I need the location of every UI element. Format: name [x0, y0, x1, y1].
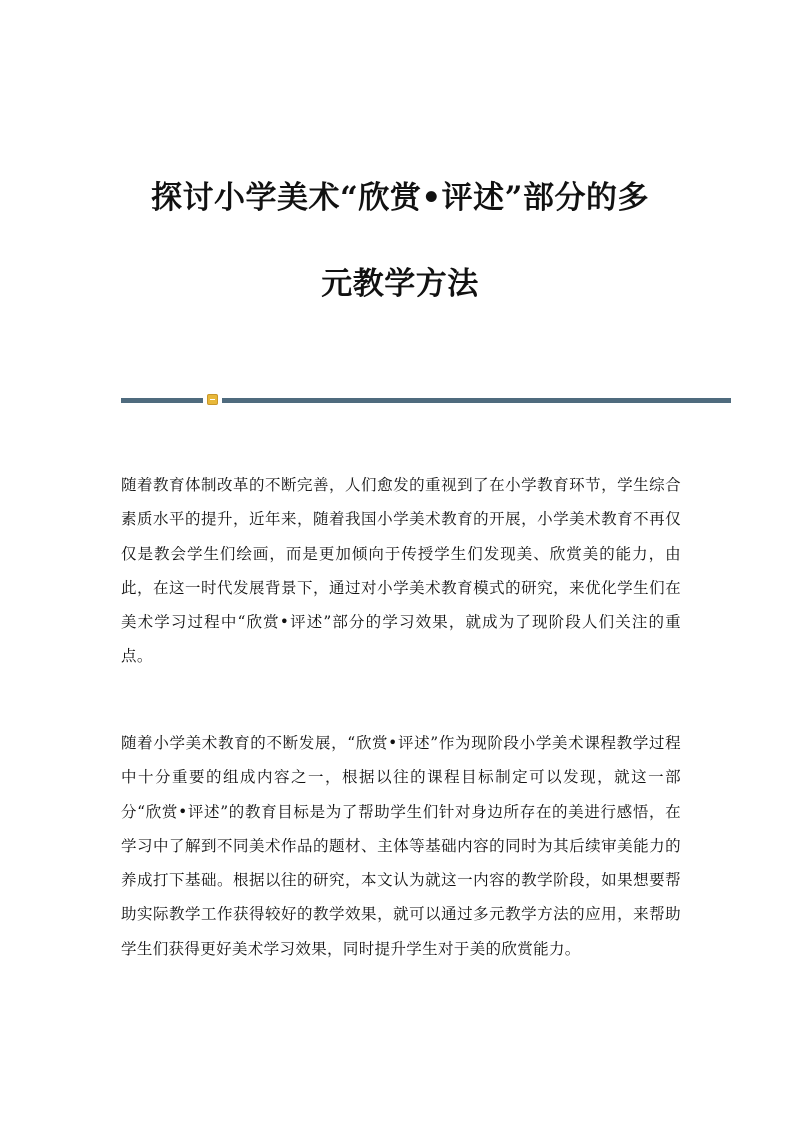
body-paragraph-1: 随着教育体制改革的不断完善，人们愈发的重视到了在小学教育环节，学生综合素质水平的提升，近年来，随着我国小学美术教育的开展，小学美术教育不再仅仅是教会学生们绘画，而是更加倾向于传授学生们发现美、欣赏美的能力，由此，在这一时代发展背景下，通过对小学美术教育模式的研究，来优化学生们在美术学习过程中“欣赏•评述”部分的学习效果，就成为了现阶段人们关注的重点。 [121, 476, 681, 666]
divider-bar-left [121, 398, 203, 403]
divider-emblem-icon [207, 394, 218, 405]
body-paragraph-2: 随着小学美术教育的不断发展，“欣赏•评述”作为现阶段小学美术课程教学过程中十分重要的组成内容之一，根据以往的课程目标制定可以发现，就这一部分“欣赏•评述”的教育目标是为了帮助学生们针对身边所存在的美进行感悟，在学习中了解到不同美术作品的题材、主体等基础内容的同时为其后续审美能力的养成打下基础。根据以往的研究，本文认为就这一内容的教学阶段，如果想要帮助实际教学工作获得较好的教学效果，就可以通过多元教学方法的应用，来帮助学生们获得更好美术学习效果，同时提升学生对于美的欣赏能力。 [121, 734, 681, 958]
title-divider [121, 394, 731, 406]
document-title-line-2: 元教学方法 [321, 266, 479, 302]
document-title-line-1: 探讨小学美术“欣赏•评述”部分的多 [151, 180, 649, 216]
divider-bar-right [222, 398, 731, 403]
